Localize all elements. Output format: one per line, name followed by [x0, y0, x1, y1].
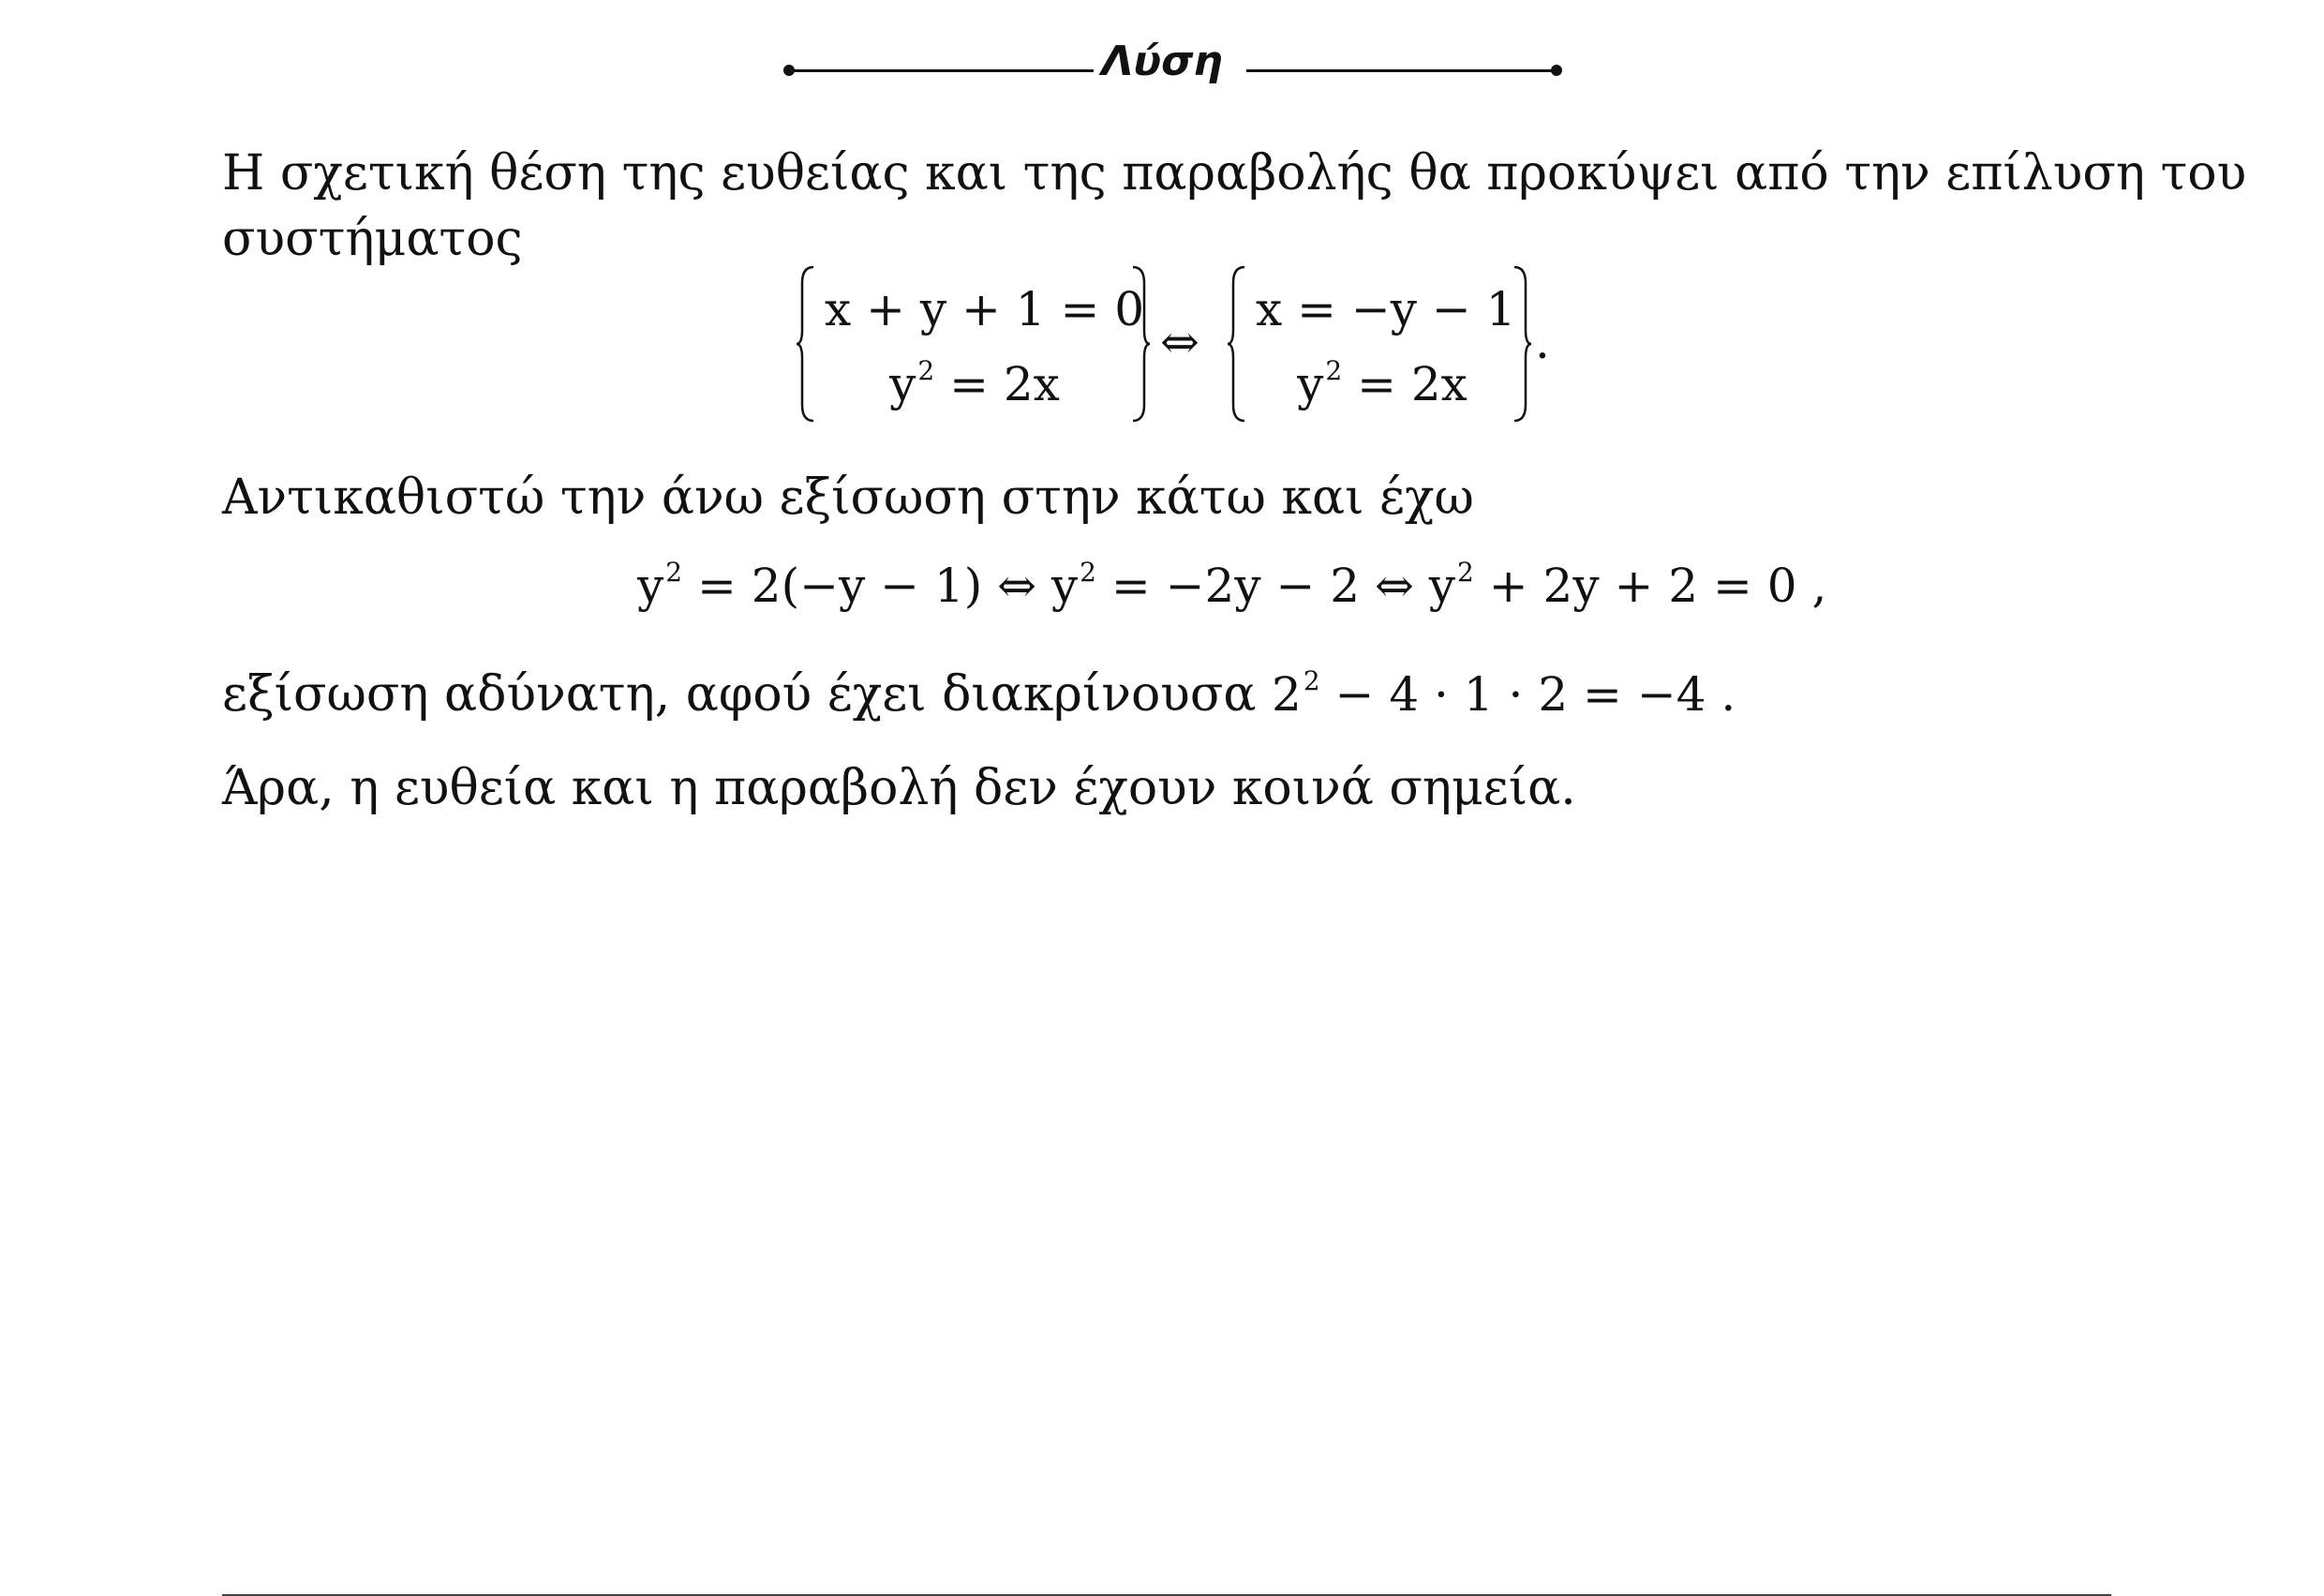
right-equation-1: x = −y − 1 — [1256, 282, 1516, 336]
paragraph-intro-line2: συστήματος — [222, 211, 523, 267]
left-system — [825, 272, 1145, 429]
substitution-equation: $y^2 = 2(-y - 1)$ ⇔ $y^2 = -2y - 2$ ⇔ $y^2 + 2y + 2 = 0$ , — [637, 557, 1827, 613]
left-close-brace — [1129, 264, 1152, 424]
paragraph-intro-line1: Η σχετική θέση της ευθείας και της παραβολής θα προκύψει από την επίλυση του — [222, 145, 2247, 201]
equivalence-symbol: ⇔ — [1160, 315, 1199, 369]
section-title: Λύση — [1101, 37, 1223, 85]
header-left-line — [789, 69, 1094, 72]
header-right-line — [1246, 69, 1556, 72]
right-close-brace — [1511, 264, 1533, 424]
right-system — [1256, 272, 1516, 429]
paragraph-conclusion: Άρα, η ευθεία και η παραβολή δεν έχουν κοινά σημεία. — [222, 760, 1576, 816]
paragraph-discriminant: εξίσωση αδύνατη, αφού έχει διακρίνουσα $2^2 - 4 \cdot 1 \cdot 2 = -4$ . — [222, 665, 1736, 723]
system-period: . — [1535, 315, 1550, 369]
discriminant-expression: $2^2 - 4 \cdot 1 \cdot 2 = -4$ . — [1272, 665, 1736, 722]
header-right-dot — [1551, 65, 1562, 76]
right-equation-2: $y^2 = 2x$ — [1297, 355, 1467, 411]
left-brace — [795, 264, 817, 424]
right-brace — [1226, 264, 1248, 424]
left-equation-2: $y^2 = 2x$ — [889, 355, 1060, 411]
left-equation-1: x + y + 1 = 0 — [825, 282, 1145, 336]
paragraph-substitution: Αντικαθιστώ την άνω εξίσωση στην κάτω και έχω — [222, 470, 1474, 526]
